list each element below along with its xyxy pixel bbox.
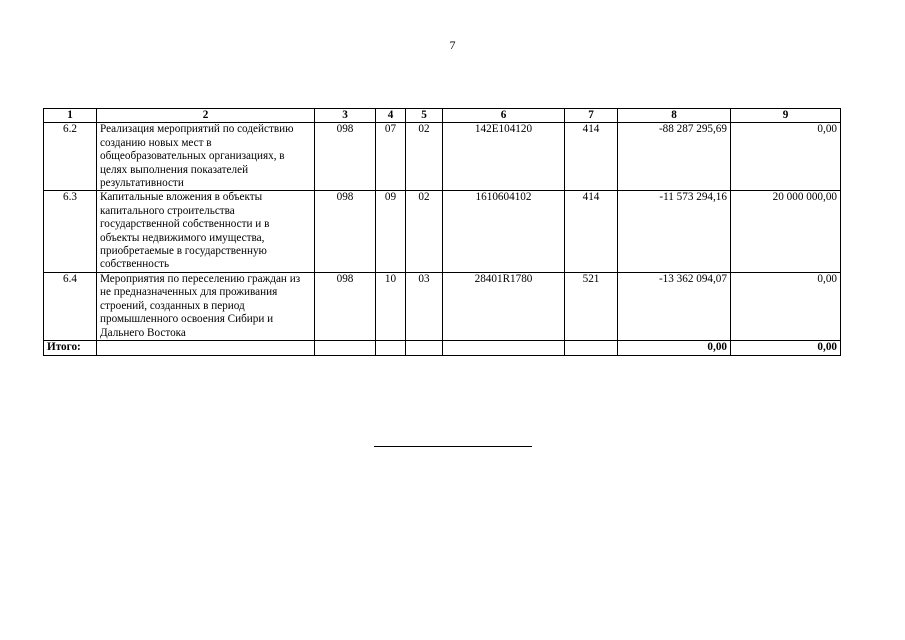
row-name: Капитальные вложения в объекты капитального строительства государственной собственности и в объекты недвижимого имущества, приобретаемые в государственную собственность [97, 191, 315, 272]
row-number: 6.2 [44, 123, 97, 191]
total-empty-cell [376, 340, 406, 355]
total-empty-cell [406, 340, 443, 355]
row-name: Мероприятия по переселению граждан из не предназначенных для проживания строений, созданных в период промышленного освоения Сибири и Дальнего Востока [97, 272, 315, 340]
table-row [44, 191, 841, 272]
row-col-6: 1610604102 [443, 191, 565, 272]
page-number: 7 [449, 38, 456, 52]
column-header-2: 2 [97, 109, 315, 123]
table-row [44, 123, 841, 191]
budget-table [43, 108, 841, 356]
row-col-8: -11 573 294,16 [618, 191, 731, 272]
footer-divider [374, 446, 532, 447]
table-row [44, 272, 841, 340]
column-header-6: 6 [443, 109, 565, 123]
row-col-3: 098 [315, 191, 376, 272]
row-name: Реализация мероприятий по содействию созданию новых мест в общеобразовательных организациях, в целях выполнения показателей результативности [97, 123, 315, 191]
row-col-8: -88 287 295,69 [618, 123, 731, 191]
table-header-row [44, 109, 841, 123]
row-col-9: 20 000 000,00 [731, 191, 841, 272]
column-header-4: 4 [376, 109, 406, 123]
total-empty-cell [315, 340, 376, 355]
total-empty-cell [443, 340, 565, 355]
total-empty-cell [97, 340, 315, 355]
row-col-5: 02 [406, 123, 443, 191]
row-col-6: 28401R1780 [443, 272, 565, 340]
row-col-3: 098 [315, 272, 376, 340]
column-header-8: 8 [618, 109, 731, 123]
row-col-7: 414 [565, 191, 618, 272]
total-col-8: 0,00 [618, 340, 731, 355]
row-col-9: 0,00 [731, 272, 841, 340]
column-header-7: 7 [565, 109, 618, 123]
total-row [44, 340, 841, 355]
row-col-9: 0,00 [731, 123, 841, 191]
column-header-5: 5 [406, 109, 443, 123]
row-col-5: 02 [406, 191, 443, 272]
row-col-4: 07 [376, 123, 406, 191]
total-col-9: 0,00 [731, 340, 841, 355]
row-col-7: 414 [565, 123, 618, 191]
row-number: 6.3 [44, 191, 97, 272]
row-col-3: 098 [315, 123, 376, 191]
row-col-5: 03 [406, 272, 443, 340]
column-header-3: 3 [315, 109, 376, 123]
column-header-1: 1 [44, 109, 97, 123]
row-col-8: -13 362 094,07 [618, 272, 731, 340]
column-header-9: 9 [731, 109, 841, 123]
row-col-4: 09 [376, 191, 406, 272]
row-col-4: 10 [376, 272, 406, 340]
total-empty-cell [565, 340, 618, 355]
total-label: Итого: [44, 340, 97, 355]
row-col-7: 521 [565, 272, 618, 340]
row-number: 6.4 [44, 272, 97, 340]
row-col-6: 142E104120 [443, 123, 565, 191]
